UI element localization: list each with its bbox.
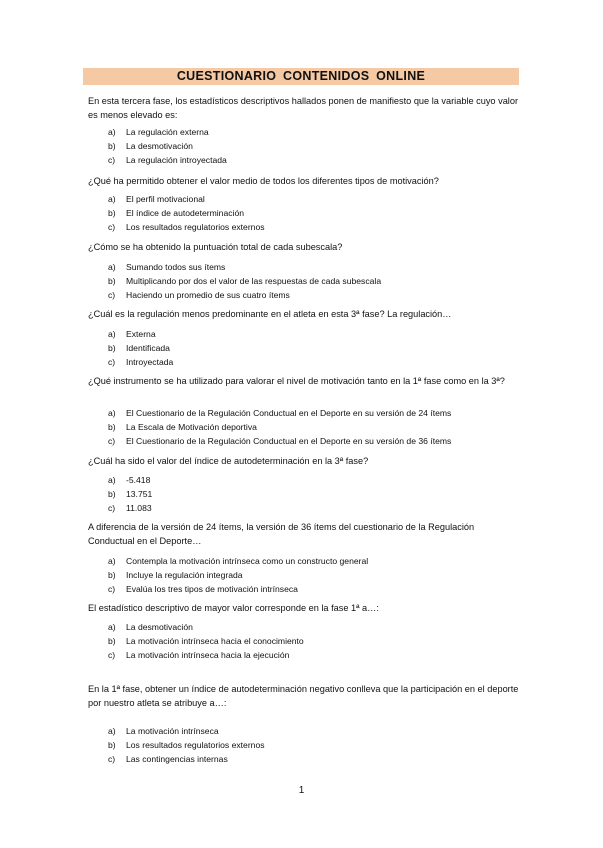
option-9a: a) La motivación intrínseca bbox=[108, 726, 219, 736]
option-9c: c) Las contingencias internas bbox=[108, 753, 228, 764]
question-3: ¿Cómo se ha obtenido la puntuación total de cada subescala? bbox=[88, 242, 343, 252]
option-8a: a) La desmotivación bbox=[108, 622, 193, 632]
option-6c: c) 11.083 bbox=[108, 502, 152, 513]
options-5 bbox=[108, 407, 518, 449]
option-7b: b) Incluye la regulación integrada bbox=[108, 569, 243, 580]
options-3 bbox=[108, 261, 518, 303]
option-3b: b) Multiplicando por dos el valor de las respuestas de cada subescala bbox=[108, 275, 382, 286]
options-4 bbox=[108, 328, 518, 370]
option-4a: a) Externa bbox=[108, 329, 156, 339]
question-5: ¿Qué instrumento se ha utilizado para valorar el nivel de motivación tanto en la 1ª fase como en la 3ª? bbox=[88, 376, 505, 386]
question-7: A diferencia de la versión de 24 ítems, la versión de 36 ítems del cuestionario de la Regulación Conductual en el Deporte… bbox=[88, 522, 475, 546]
question-1: En esta tercera fase, los estadísticos descriptivos hallados ponen de manifiesto que la variable cuyo valor es menos elevado es: bbox=[88, 96, 519, 120]
option-8b: b) La motivación intrínseca hacia el conocimiento bbox=[108, 635, 304, 646]
option-8c: c) La motivación intrínseca hacia la ejecución bbox=[108, 649, 290, 660]
option-9b: b) Los resultados regulatorios externos bbox=[108, 739, 265, 750]
option-6b: b) 13.751 bbox=[108, 488, 153, 499]
option-1c: c) La regulación introyectada bbox=[108, 154, 227, 165]
option-5a: a) El Cuestionario de la Regulación Conductual en el Deporte en su versión de 24 ítems bbox=[108, 408, 452, 418]
option-7a: a) Contempla la motivación intrínseca como un constructo general bbox=[108, 556, 369, 566]
option-4c: c) Introyectada bbox=[108, 356, 174, 367]
page-title: CUESTIONARIO CONTENIDOS ONLINE bbox=[83, 68, 519, 85]
options-8 bbox=[108, 621, 518, 663]
question-8: El estadístico descriptivo de mayor valor corresponde en la fase 1ª a…: bbox=[88, 603, 379, 613]
options-2 bbox=[108, 193, 518, 235]
option-2a: a) El perfil motivacional bbox=[108, 194, 205, 204]
option-2c: c) Los resultados regulatorios externos bbox=[108, 221, 265, 232]
option-6a: a) -5.418 bbox=[108, 475, 151, 485]
option-3a: a) Sumando todos sus ítems bbox=[108, 262, 226, 272]
option-7c: c) Evalúa los tres tipos de motivación intrínseca bbox=[108, 583, 298, 594]
option-1b: b) La desmotivación bbox=[108, 140, 193, 151]
question-6: ¿Cuál ha sido el valor del índice de autodeterminación en la 3ª fase? bbox=[88, 456, 369, 466]
option-5b: b) La Escala de Motivación deportiva bbox=[108, 421, 257, 432]
options-1 bbox=[108, 126, 518, 168]
question-4: ¿Cuál es la regulación menos predominante en el atleta en esta 3ª fase? La regulación… bbox=[88, 309, 452, 319]
option-1a: a) La regulación externa bbox=[108, 127, 209, 137]
options-9 bbox=[108, 725, 518, 767]
question-2: ¿Qué ha permitido obtener el valor medio de todos los diferentes tipos de motivación? bbox=[88, 176, 439, 186]
page-number: 1 bbox=[298, 785, 305, 796]
option-2b: b) El índice de autodeterminación bbox=[108, 207, 245, 218]
option-3c: c) Haciendo un promedio de sus cuatro ítems bbox=[108, 289, 290, 300]
option-4b: b) Identificada bbox=[108, 342, 170, 353]
options-6 bbox=[108, 474, 518, 516]
question-9: En la 1ª fase, obtener un índice de autodeterminación negativo conlleva que la participación en el deporte por nuestro atleta se atribuye a…: bbox=[88, 684, 519, 708]
options-7 bbox=[108, 555, 518, 597]
option-5c: c) El Cuestionario de la Regulación Conductual en el Deporte en su versión de 36 ítems bbox=[108, 435, 452, 446]
